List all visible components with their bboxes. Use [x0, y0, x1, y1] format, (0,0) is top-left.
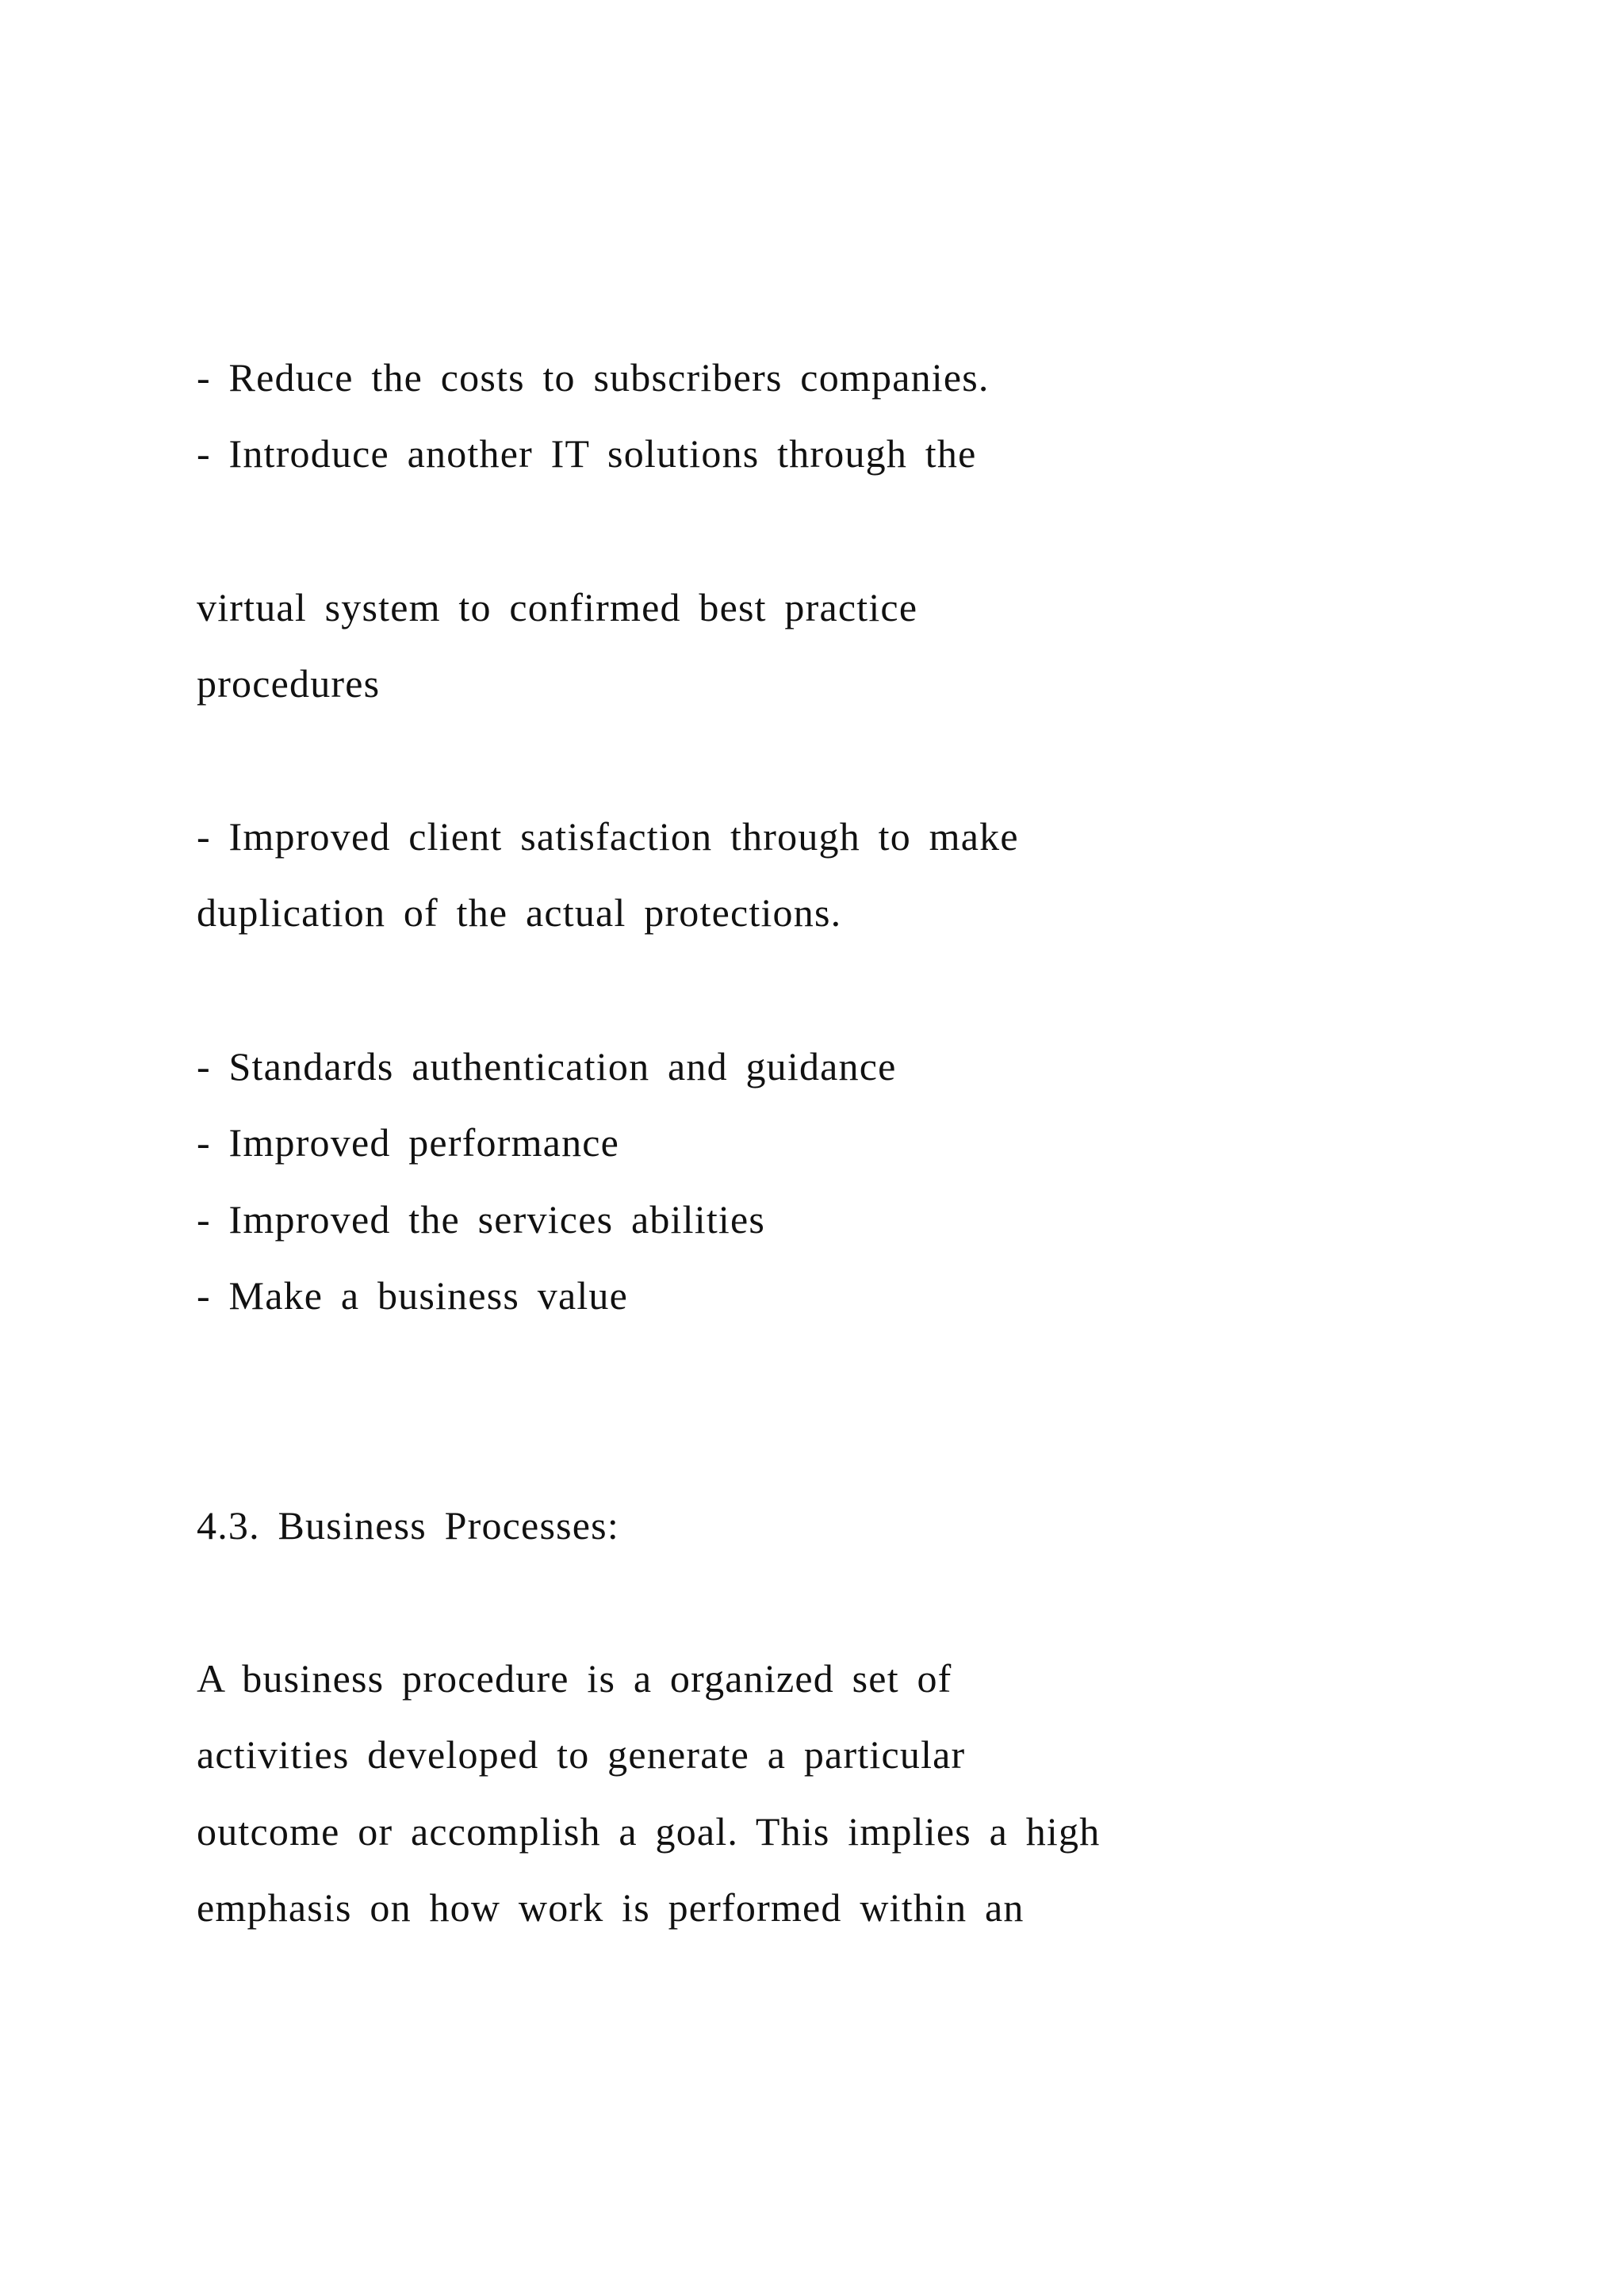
- bullet-improved-client-satisfaction: - Improved client satisfaction through to make: [197, 814, 1019, 859]
- paragraph-line-3: outcome or accomplish a goal. This implies a high: [197, 1809, 1101, 1854]
- bullet-business-value: - Make a business value: [197, 1273, 629, 1318]
- paragraph-line-4: emphasis on how work is performed within an: [197, 1885, 1025, 1930]
- bullet-improved-performance: - Improved performance: [197, 1120, 620, 1165]
- text-line-procedures: procedures: [197, 661, 381, 706]
- bullet-standards-authentication: - Standards authentication and guidance: [197, 1044, 897, 1089]
- bullet-reduce-costs: - Reduce the costs to subscribers companies.: [197, 355, 990, 400]
- text-line-virtual-system: virtual system to confirmed best practice: [197, 585, 918, 629]
- bullet-introduce-it-solutions: - Introduce another IT solutions through the: [197, 431, 977, 476]
- text-line-duplication: duplication of the actual protections.: [197, 890, 842, 935]
- paragraph-line-2: activities developed to generate a particular: [197, 1732, 966, 1777]
- section-heading: 4.3. Business Processes:: [197, 1503, 619, 1548]
- paragraph-line-1: A business procedure is a organized set of: [197, 1656, 952, 1701]
- bullet-improved-services: - Improved the services abilities: [197, 1197, 766, 1242]
